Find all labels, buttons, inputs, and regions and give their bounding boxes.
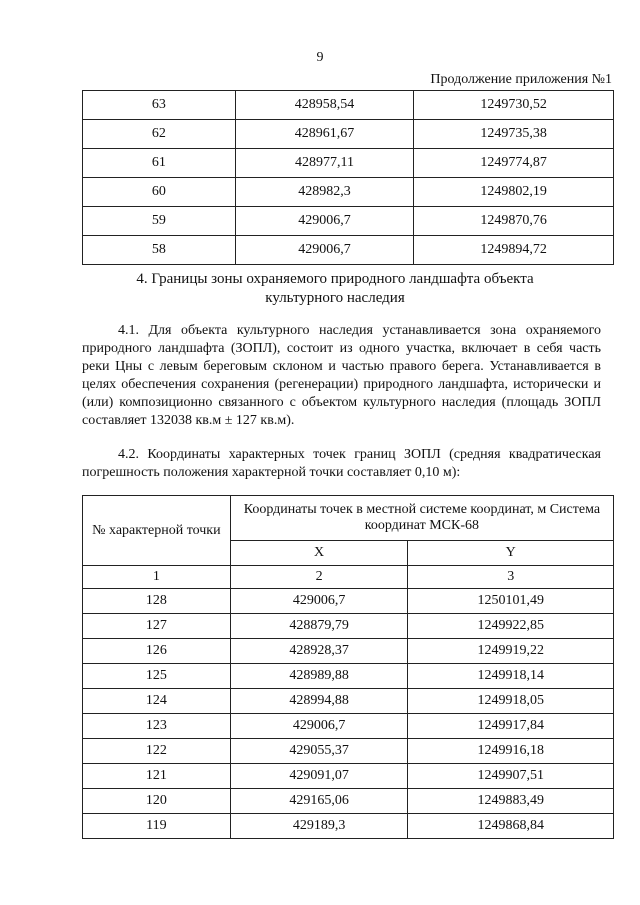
x-coordinate: 429006,7 xyxy=(230,589,408,614)
x-coordinate: 428879,79 xyxy=(230,614,408,639)
appendix-continuation: Продолжение приложения №1 xyxy=(430,72,612,87)
y-coordinate: 1249916,18 xyxy=(408,739,614,764)
point-number: 125 xyxy=(83,664,231,689)
y-coordinate: 1249870,76 xyxy=(414,207,614,236)
y-coordinate: 1249922,85 xyxy=(408,614,614,639)
table-row xyxy=(83,689,614,714)
table-row xyxy=(83,207,614,236)
x-coordinate: 429189,3 xyxy=(230,814,408,839)
table-row xyxy=(83,120,614,149)
table-row xyxy=(83,589,614,614)
point-number: 124 xyxy=(83,689,231,714)
point-number: 61 xyxy=(83,149,236,178)
point-number: 127 xyxy=(83,614,231,639)
table-row xyxy=(83,236,614,265)
y-coordinate: 1249918,05 xyxy=(408,689,614,714)
table-row xyxy=(83,639,614,664)
point-number: 120 xyxy=(83,789,231,814)
point-number: 62 xyxy=(83,120,236,149)
header-point-number: № характерной точки xyxy=(83,496,231,566)
header-coordinates: Координаты точек в местной системе координат, м Система координат МСК-68 xyxy=(230,496,613,541)
zopl-coordinates-table xyxy=(82,495,614,839)
x-coordinate: 428989,88 xyxy=(230,664,408,689)
y-coordinate: 1249730,52 xyxy=(414,91,614,120)
y-coordinate: 1249868,84 xyxy=(408,814,614,839)
header-x: X xyxy=(230,541,408,566)
x-coordinate: 429055,37 xyxy=(230,739,408,764)
table-row xyxy=(83,739,614,764)
x-coordinate: 428958,54 xyxy=(235,91,414,120)
table-row xyxy=(83,664,614,689)
x-coordinate: 429006,7 xyxy=(235,236,414,265)
x-coordinate: 428961,67 xyxy=(235,120,414,149)
section-heading: 4. Границы зоны охраняемого природного ландшафта объекта культурного наследия xyxy=(136,271,534,306)
point-number: 60 xyxy=(83,178,236,207)
column-number-1: 1 xyxy=(83,566,231,589)
column-number-2: 2 xyxy=(230,566,408,589)
page-number: 9 xyxy=(316,50,324,65)
y-coordinate: 1249735,38 xyxy=(414,120,614,149)
y-coordinate: 1249883,49 xyxy=(408,789,614,814)
point-number: 63 xyxy=(83,91,236,120)
point-number: 119 xyxy=(83,814,231,839)
y-coordinate: 1249894,72 xyxy=(414,236,614,265)
x-coordinate: 429091,07 xyxy=(230,764,408,789)
column-number-3: 3 xyxy=(408,566,614,589)
table-row xyxy=(83,764,614,789)
point-number: 128 xyxy=(83,589,231,614)
x-coordinate: 428928,37 xyxy=(230,639,408,664)
point-number: 122 xyxy=(83,739,231,764)
table-row xyxy=(83,614,614,639)
y-coordinate: 1249907,51 xyxy=(408,764,614,789)
point-number: 126 xyxy=(83,639,231,664)
table-row xyxy=(83,91,614,120)
y-coordinate: 1250101,49 xyxy=(408,589,614,614)
y-coordinate: 1249802,19 xyxy=(414,178,614,207)
table-row xyxy=(83,714,614,739)
x-coordinate: 429006,7 xyxy=(235,207,414,236)
point-number: 121 xyxy=(83,764,231,789)
top-coordinates-table xyxy=(82,90,614,265)
paragraph-4-2: 4.2. Координаты характерных точек границ ЗОПЛ (средняя квадратическая погрешность положения характерной точки составляет 0,10 м): xyxy=(82,447,601,480)
y-coordinate: 1249774,87 xyxy=(414,149,614,178)
table-row xyxy=(83,149,614,178)
point-number: 59 xyxy=(83,207,236,236)
point-number: 58 xyxy=(83,236,236,265)
table-row xyxy=(83,814,614,839)
point-number: 123 xyxy=(83,714,231,739)
table-row xyxy=(83,178,614,207)
y-coordinate: 1249919,22 xyxy=(408,639,614,664)
header-y: Y xyxy=(408,541,614,566)
x-coordinate: 428977,11 xyxy=(235,149,414,178)
table-row xyxy=(83,789,614,814)
x-coordinate: 428994,88 xyxy=(230,689,408,714)
x-coordinate: 429006,7 xyxy=(230,714,408,739)
x-coordinate: 428982,3 xyxy=(235,178,414,207)
x-coordinate: 429165,06 xyxy=(230,789,408,814)
y-coordinate: 1249918,14 xyxy=(408,664,614,689)
y-coordinate: 1249917,84 xyxy=(408,714,614,739)
paragraph-4-1: 4.1. Для объекта культурного наследия устанавливается зона охраняемого природного ландшафта (ЗОПЛ), состоит из одного участка, включает в себя часть реки Цны с левым береговым склоном и частью правого берега. Устанавливается в целях обеспечения сохранения (регенерации) природного ландшафта, исторически и (или) композиционно связанного с объектом культурного наследия (площадь ЗОПЛ составляет 132038 кв.м ± 127 кв.м). xyxy=(82,323,601,428)
